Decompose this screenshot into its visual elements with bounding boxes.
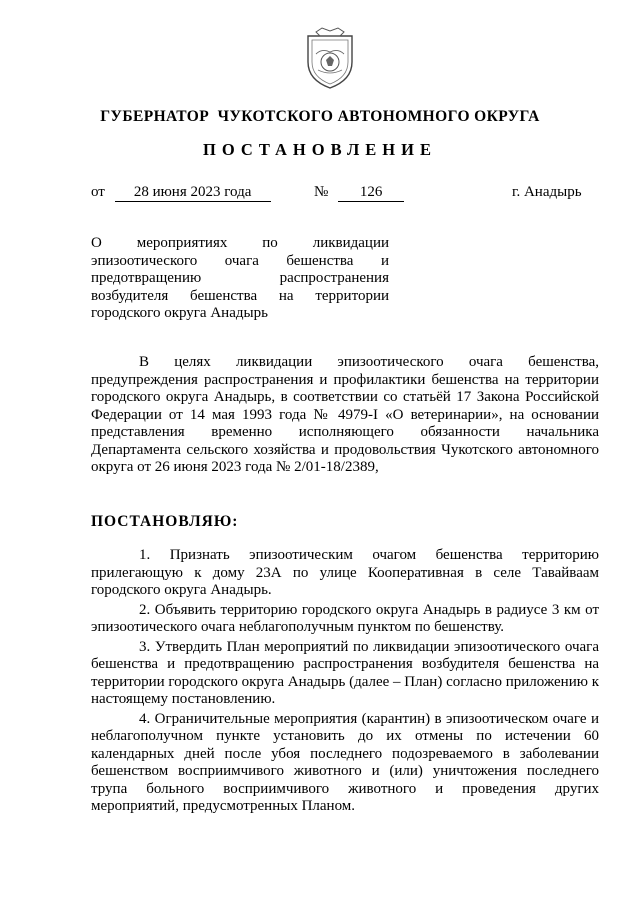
- decree-item-4: 4. Ограничительные мероприятия (карантин) в эпизоотическом очаге и неблагополучном пункте установить до их отмены по истечении 60 календарных дней после убоя последнего подозреваемого в заболевании бешенством восприимчивого животного и (или) уничтожения последнего трупа больного восприимчивого животного и проведения других мероприятий, предусмотренных Планом.: [91, 710, 599, 814]
- decree-items: [91, 547, 599, 818]
- issuer-title: ГУБЕРНАТОР ЧУКОТСКОГО АВТОНОМНОГО ОКРУГА: [100, 108, 540, 125]
- decree-item-1: 1. Признать эпизоотическим очагом бешенства территорию прилегающую к дому 23А по улице Кооперативная в селе Тавайваам городского округа Анадырь.: [91, 547, 599, 598]
- decree-item-3: 3. Утвердить План мероприятий по ликвидации эпизоотического очага бешенства и предотвращению распространения возбудителя бешенства на территории городского округа Анадырь (далее – План) согласно приложению к настоящему постановлению.: [91, 638, 599, 707]
- number-value: 126: [338, 184, 404, 202]
- resolve-heading: ПОСТАНОВЛЯЮ:: [91, 513, 239, 530]
- date-label: от: [91, 184, 105, 200]
- city: г. Анадырь: [512, 184, 582, 200]
- coat-of-arms-icon: [302, 26, 358, 90]
- preamble-paragraph: В целях ликвидации эпизоотического очага бешенства, предупреждения распространения и профилактики бешенства на территории городского округа Анадырь, в соответствии со статьёй 17 Закона Российской Федерации от 14 мая 1993 года № 4979-I «О ветеринарии», на основании представления временно исполняющего обязанности начальника Департамента сельского хозяйства и продовольствия Чукотского автономного округа от 26 июня 2023 года № 2/01-18/2389,: [91, 354, 599, 475]
- date-value: 28 июня 2023 года: [115, 184, 271, 202]
- number-label: №: [314, 184, 329, 200]
- document-subject: О мероприятиях по ликвидации эпизоотического очага бешенства и предотвращению распространения возбудителя бешенства на территории городского округа Анадырь: [91, 235, 389, 321]
- number-field: [314, 184, 404, 202]
- decree-item-2: 2. Объявить территорию городского округа Анадырь в радиусе 3 км от эпизоотического очага неблагополучным пунктом по бешенству.: [91, 601, 599, 635]
- date-field: [91, 184, 271, 202]
- document-type-title: ПОСТАНОВЛЕНИЕ: [203, 140, 437, 159]
